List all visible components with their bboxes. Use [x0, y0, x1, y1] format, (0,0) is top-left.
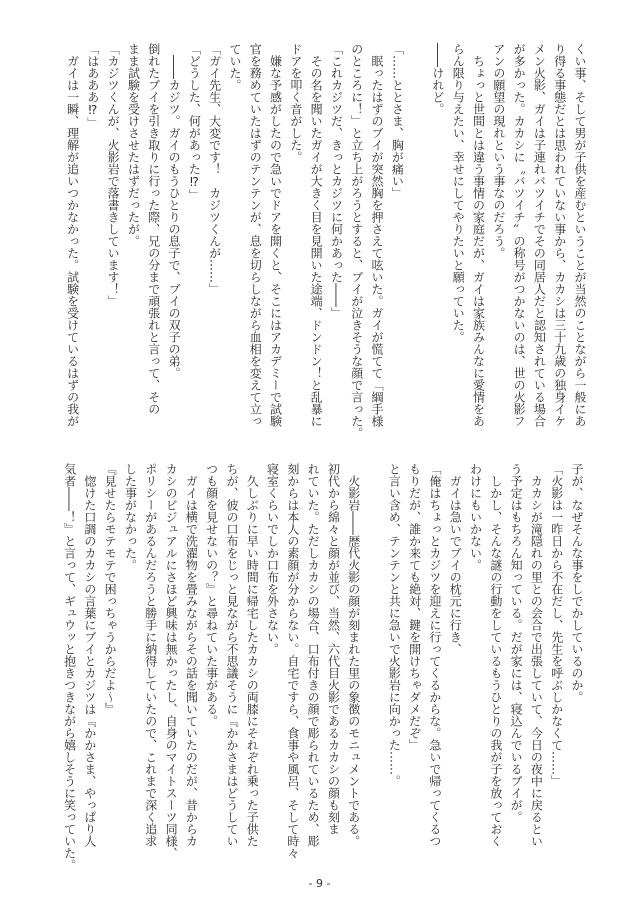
text-line: 初代から綿々と顔が並び、当然、六代目火影であるカカシの顔も刻ま: [326, 463, 341, 835]
top-text-block: [60, 43, 590, 439]
text-line: り得る事態だとは思われていない事から、カカシは三十九歳の独身イケ: [552, 43, 567, 427]
text-line: つも顔を見せないの？』と尋ねていた事がある。: [204, 463, 219, 727]
text-line: 寝室くらいでしか口布を外さない。: [265, 463, 280, 655]
text-line: 眠ったはずのブイが突然胸を押さえて呟いた。ガイが慌てて「綱手様: [370, 43, 385, 427]
text-line: 嫌な予感がしたので急いでドアを開くと、そこにはアカデミーで試験: [268, 43, 283, 427]
text-line: ちょっと世間とは違う事情の家庭だが、ガイは家族みんなに愛情をあ: [471, 43, 486, 427]
text-line: 「ガイ先生、大変です！ カジツくんが……」: [207, 43, 222, 295]
text-line: 惚けた口調のカカシの言葉にブイとカジツは『かかさま、やっぱり人: [82, 463, 97, 847]
text-line: 「はあああ⁉」: [85, 43, 100, 129]
text-line: のところに！」と立ち上がろうとすると、ブイが泣きそうな顔で言った。: [349, 43, 364, 439]
text-line: ――けれど。: [430, 43, 445, 115]
text-line: 倒れたブイを引き取りに行った際、兄の分まで頑張れと言って、その: [146, 43, 161, 415]
text-line: う予定はもちろん知っている。だが家には、寝込んでいるブイが。: [509, 463, 524, 823]
text-line: 官を務めていたはずのテンテンが、息を切らしながら血相を変えて立っ: [248, 43, 263, 427]
text-line: カシのビジュアルにさほど興味は無かったし、自身のマイトスーツ同様、: [164, 463, 179, 859]
text-line: れていた。ただしカカシの場合、口布付きの顔で彫られているため、彫: [306, 463, 321, 847]
text-line: ガイは一瞬、理解が追いつかなかった。試験を受けているはずの我が: [65, 43, 80, 427]
text-line: くい事、そして男が子供を産むということが当然のことながら一般にあ: [573, 43, 587, 427]
text-line: ポリシーがあるんだろうと勝手に納得していたので、これまで深く追求: [143, 463, 158, 847]
text-line: メン火影、ガイは子連れバツイチでその同居人だと認知されている場合: [532, 43, 547, 427]
text-line: と言い含め、テンテンと共に急いで火影岩に向かった……。: [387, 463, 402, 787]
text-line: 「俺はちょっとカジツを迎えに行ってくるからな。急いで帰ってくるつ: [427, 463, 442, 847]
text-line: まま試験を受けさせたはずだったが。: [126, 43, 141, 247]
text-line: 火影岩――歴代火影の顔が刻まれた里の象徴のモニュメントである。: [346, 463, 361, 847]
text-line: もりだが、誰か来ても絶対、鍵を開けちゃダメだぞ」: [407, 463, 422, 751]
text-line: 刻からは本人の素顔が分からない。自宅ですら、食事や風呂、そして時々: [285, 463, 300, 859]
text-line: 「どうした、何があった⁉」: [187, 43, 202, 201]
text-line: した事がなかった。: [123, 463, 138, 571]
text-line: 「火影は一昨日から不在だし、先生を呼ぶしかなくて……」: [549, 463, 564, 787]
text-line: しかし、そんな謎の行動をしているもうひとりの我が子を放っておく: [488, 463, 503, 847]
blank-column: [407, 43, 427, 435]
text-line: らん限り与えたい、幸せにしてやりたいと願っていた。: [451, 43, 466, 343]
text-line: 「これカジツだ、きっとカジツに何かあった――」: [329, 43, 344, 319]
text-line: 「カジツくんが、火影岩で落書きしています！」: [106, 43, 121, 307]
text-line: カカシが滝隠れの里との会合で出張していて、今日の夜中に戻るとい: [529, 463, 544, 847]
text-line: 気者――！』と言って、ギュウッと抱きつきながら嬉しそうに笑っていた。: [62, 463, 77, 871]
bottom-text-block: [57, 463, 587, 871]
text-line: ガイは急いでブイの枕元に行き、: [448, 463, 463, 655]
text-line: 『見せたらモテモテで困っちゃうからだよ～』: [103, 463, 118, 715]
text-line: アンの願望の現れという事なのだろう。: [491, 43, 506, 259]
text-line: ていた。: [227, 43, 242, 91]
text-line: が多かった。カカシに〝バツイチ〟の称号がつかないのは、世の火影フ: [512, 43, 527, 427]
page-number: - 9 -: [308, 877, 331, 890]
text-line: ちが、彼の口布をじっと見ながら不思議そうに『かかさまはどうしてい: [224, 463, 239, 847]
text-line: ドアを叩く音がした。: [288, 43, 303, 163]
text-line: 「……ととさま、胸が痛い」: [390, 43, 405, 199]
blank-column: [364, 463, 384, 863]
text-line: その名を聞いたガイが大きく目を見開いた途端、ドンドン！と乱暴に: [309, 43, 324, 427]
text-line: ガイは横で洗濯物を畳みながらその話を聞いていたのだが、昔からカ: [184, 463, 199, 847]
text-line: 子が、なぜそんな事をしでかしているのか。: [570, 463, 584, 703]
text-line: 久しぶりに早い時間に帰宅したカカシの両膝にそれぞれ乗った子供た: [245, 463, 260, 847]
text-line: ――カジツ。ガイのもうひとりの息子で、ブイの双子の弟。: [167, 43, 182, 379]
text-line: わけにもいかない。: [468, 463, 483, 571]
